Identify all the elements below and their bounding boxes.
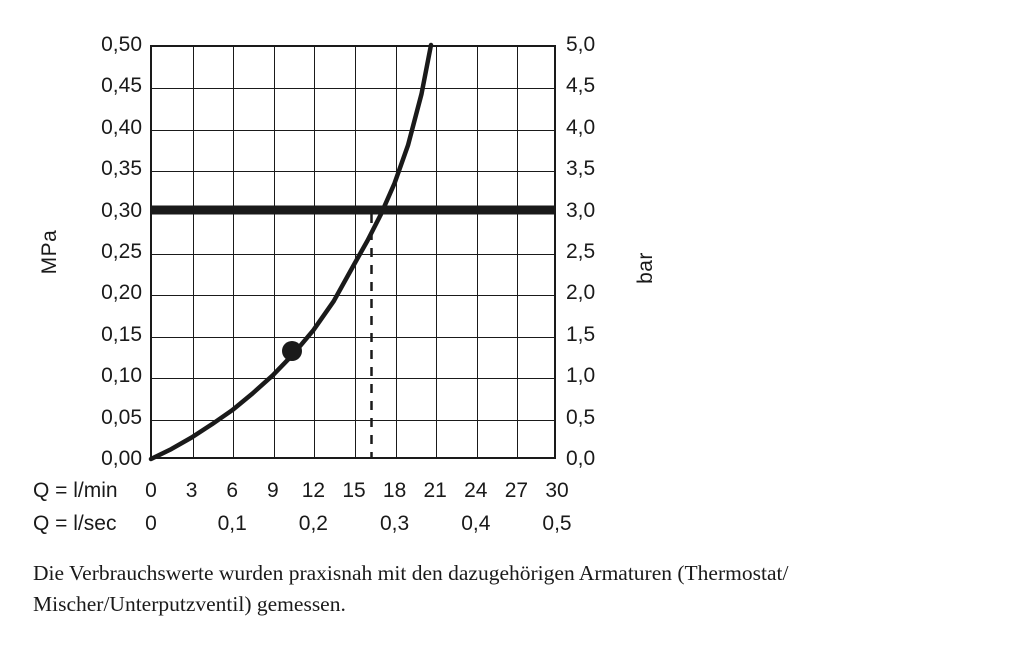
gridline-horizontal — [152, 420, 554, 421]
x-tick-lsec: 0,2 — [298, 512, 328, 535]
gridline-vertical — [517, 47, 518, 457]
y-tick-left: 0,05 — [101, 405, 142, 429]
gridline-vertical — [477, 47, 478, 457]
y-axis-right-title: bar — [634, 252, 657, 284]
gridline-vertical — [193, 47, 194, 457]
y-tick-right: 4,5 — [566, 74, 596, 98]
y-tick-left: 0,40 — [101, 115, 142, 139]
gridline-horizontal — [152, 378, 554, 379]
y-tick-left: 0,35 — [101, 157, 142, 181]
y-tick-left: 0,30 — [101, 198, 142, 222]
x-tick-lmin: 24 — [464, 479, 488, 502]
caption-line-1: Die Verbrauchswerte wurden praxisnah mit den dazugehörigen Armaturen (Thermostat/ — [33, 561, 789, 585]
gridline-horizontal — [152, 213, 554, 214]
x-tick-lmin: 30 — [545, 479, 569, 502]
x-tick-lsec: 0,4 — [461, 512, 491, 535]
y-tick-right: 1,0 — [566, 364, 596, 388]
x-axis-row-lmin-label: Q = l/min — [33, 479, 118, 502]
gridline-vertical — [436, 47, 437, 457]
x-tick-lmin: 3 — [185, 479, 198, 502]
x-tick-lmin: 9 — [266, 479, 279, 502]
y-tick-right: 2,5 — [566, 240, 596, 263]
gridline-vertical — [274, 47, 275, 457]
y-axis-left-ticks — [60, 33, 142, 470]
y-tick-right: 4,0 — [566, 115, 596, 139]
x-axis-row-lmin — [0, 479, 700, 509]
gridline-horizontal — [152, 337, 554, 338]
x-tick-lsec: 0,3 — [379, 512, 410, 535]
y-tick-left: 0,25 — [101, 240, 142, 263]
y-tick-left: 0,20 — [101, 281, 142, 305]
y-tick-right: 0,5 — [566, 405, 596, 429]
gridline-vertical — [396, 47, 397, 457]
y-tick-right: 3,5 — [566, 157, 596, 181]
gridline-vertical — [355, 47, 356, 457]
y-tick-left: 0,45 — [101, 74, 142, 98]
y-tick-left: 0,10 — [101, 364, 142, 388]
y-tick-left: 0,50 — [101, 33, 142, 56]
y-tick-right: 2,0 — [566, 281, 596, 305]
y-axis-right-ticks — [566, 33, 636, 470]
y-tick-right: 0,0 — [566, 447, 596, 470]
y-tick-left: 0,00 — [101, 447, 142, 470]
plot-area — [150, 45, 556, 459]
x-tick-lsec: 0,1 — [217, 512, 247, 535]
gridline-horizontal — [152, 130, 554, 131]
x-tick-lsec: 0,5 — [542, 512, 572, 535]
gridline-vertical — [314, 47, 315, 457]
chart-caption — [33, 558, 963, 620]
x-axis-row-lsec — [0, 512, 700, 542]
x-axis-row-lsec-label: Q = l/sec — [33, 512, 117, 535]
y-axis-left-title: MPa — [38, 229, 61, 275]
gridline-horizontal — [152, 171, 554, 172]
x-tick-lsec: 0 — [145, 512, 157, 535]
gridline-horizontal — [152, 254, 554, 255]
x-tick-lmin: 15 — [342, 479, 366, 502]
x-tick-lmin: 6 — [226, 479, 239, 502]
y-tick-right: 1,5 — [566, 322, 596, 346]
gridline-horizontal — [152, 295, 554, 296]
y-tick-left: 0,15 — [101, 322, 142, 346]
x-tick-lmin: 12 — [301, 479, 326, 502]
x-tick-lmin: 21 — [423, 479, 447, 502]
x-tick-lmin: 0 — [145, 479, 157, 502]
gridline-vertical — [233, 47, 234, 457]
y-tick-right: 5,0 — [566, 33, 596, 56]
caption-line-2: Mischer/Unterputzventil) gemessen. — [33, 592, 346, 616]
x-tick-lmin: 18 — [382, 479, 407, 502]
x-tick-lmin: 27 — [504, 479, 529, 502]
y-tick-right: 3,0 — [566, 198, 596, 222]
gridline-horizontal — [152, 88, 554, 89]
